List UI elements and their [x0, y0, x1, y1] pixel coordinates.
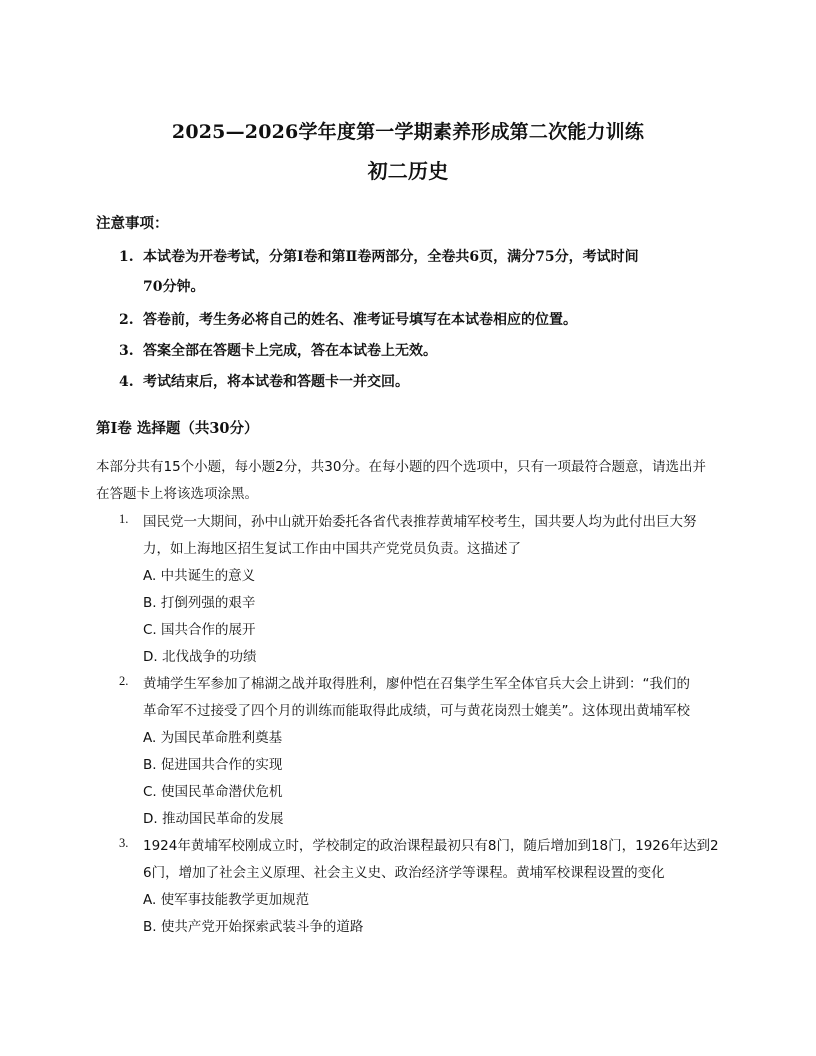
question-stem: 黄埔学生军参加了棉湖之战并取得胜利，廖仲恺在召集学生军全体官兵大会上讲到：“我们的 [143, 676, 690, 692]
notice-text: 答卷前，考生务必将自己的姓名、准考证号填写在本试卷相应的位置。 [143, 312, 577, 328]
option-a: A. 使军事技能教学更加规范 [143, 892, 310, 908]
question-number: 1. [119, 512, 129, 526]
question-stem-continued: 力，如上海地区招生复试工作由中国共产党党员负责。这描述了 [143, 541, 521, 557]
option-b: B. 促进国共合作的实现 [143, 757, 283, 773]
option-d: D. 推动国民革命的发展 [143, 811, 284, 827]
question-number: 2. [119, 674, 129, 688]
notice-text: 考试结束后，将本试卷和答题卡一并交回。 [143, 374, 409, 390]
option-d: D. 北伐战争的功绩 [143, 649, 257, 665]
option-a: A. 为国民革命胜利奠基 [143, 730, 283, 746]
page-subtitle: 初二历史 [367, 159, 449, 183]
notice-heading: 注意事项： [96, 215, 169, 232]
question-stem-continued: 6门，增加了社会主义原理、社会主义史、政治经济学等课程。黄埔军校课程设置的变化 [143, 865, 665, 881]
option-c: C. 使国民革命潜伏危机 [143, 784, 283, 800]
notice-number: 2. [119, 312, 134, 328]
notice-number: 4. [119, 374, 134, 390]
notice-text: 答案全部在答题卡上完成，答在本试卷上无效。 [143, 343, 437, 359]
notice-text-continued: 70分钟。 [143, 279, 205, 295]
option-c: C. 国共合作的展开 [143, 622, 256, 638]
notice-number: 3. [119, 343, 134, 359]
question-stem-continued: 革命军不过接受了四个月的训练而能取得此成绩，可与黄花岗烈士媲美”。这体现出黄埔军校 [143, 703, 690, 719]
page-title: 2025—2026学年度第一学期素养形成第二次能力训练 [171, 121, 645, 143]
section-intro-continued: 在答题卡上将该选项涂黑。 [96, 486, 258, 502]
question-number: 3. [119, 836, 129, 850]
notice-number: 1. [119, 249, 134, 265]
section-intro: 本部分共有15个小题，每小题2分，共30分。在每小题的四个选项中，只有一项最符合题意，请选出并 [96, 459, 706, 475]
option-b: B. 打倒列强的艰辛 [143, 595, 256, 611]
section-heading: 第Ⅰ卷 选择题（共30分） [96, 420, 259, 437]
notice-text: 本试卷为开卷考试，分第Ⅰ卷和第Ⅱ卷两部分，全卷共6页，满分75分，考试时间 [143, 249, 639, 265]
question-stem: 国民党一大期间，孙中山就开始委托各省代表推荐黄埔军校考生，国共要人均为此付出巨大努 [143, 514, 697, 530]
option-a: A. 中共诞生的意义 [143, 568, 256, 584]
option-b: B. 使共产党开始探索武装斗争的道路 [143, 919, 364, 935]
question-stem: 1924年黄埔军校刚成立时，学校制定的政治课程最初只有8门，随后增加到18门，1926年达到2 [143, 838, 719, 854]
